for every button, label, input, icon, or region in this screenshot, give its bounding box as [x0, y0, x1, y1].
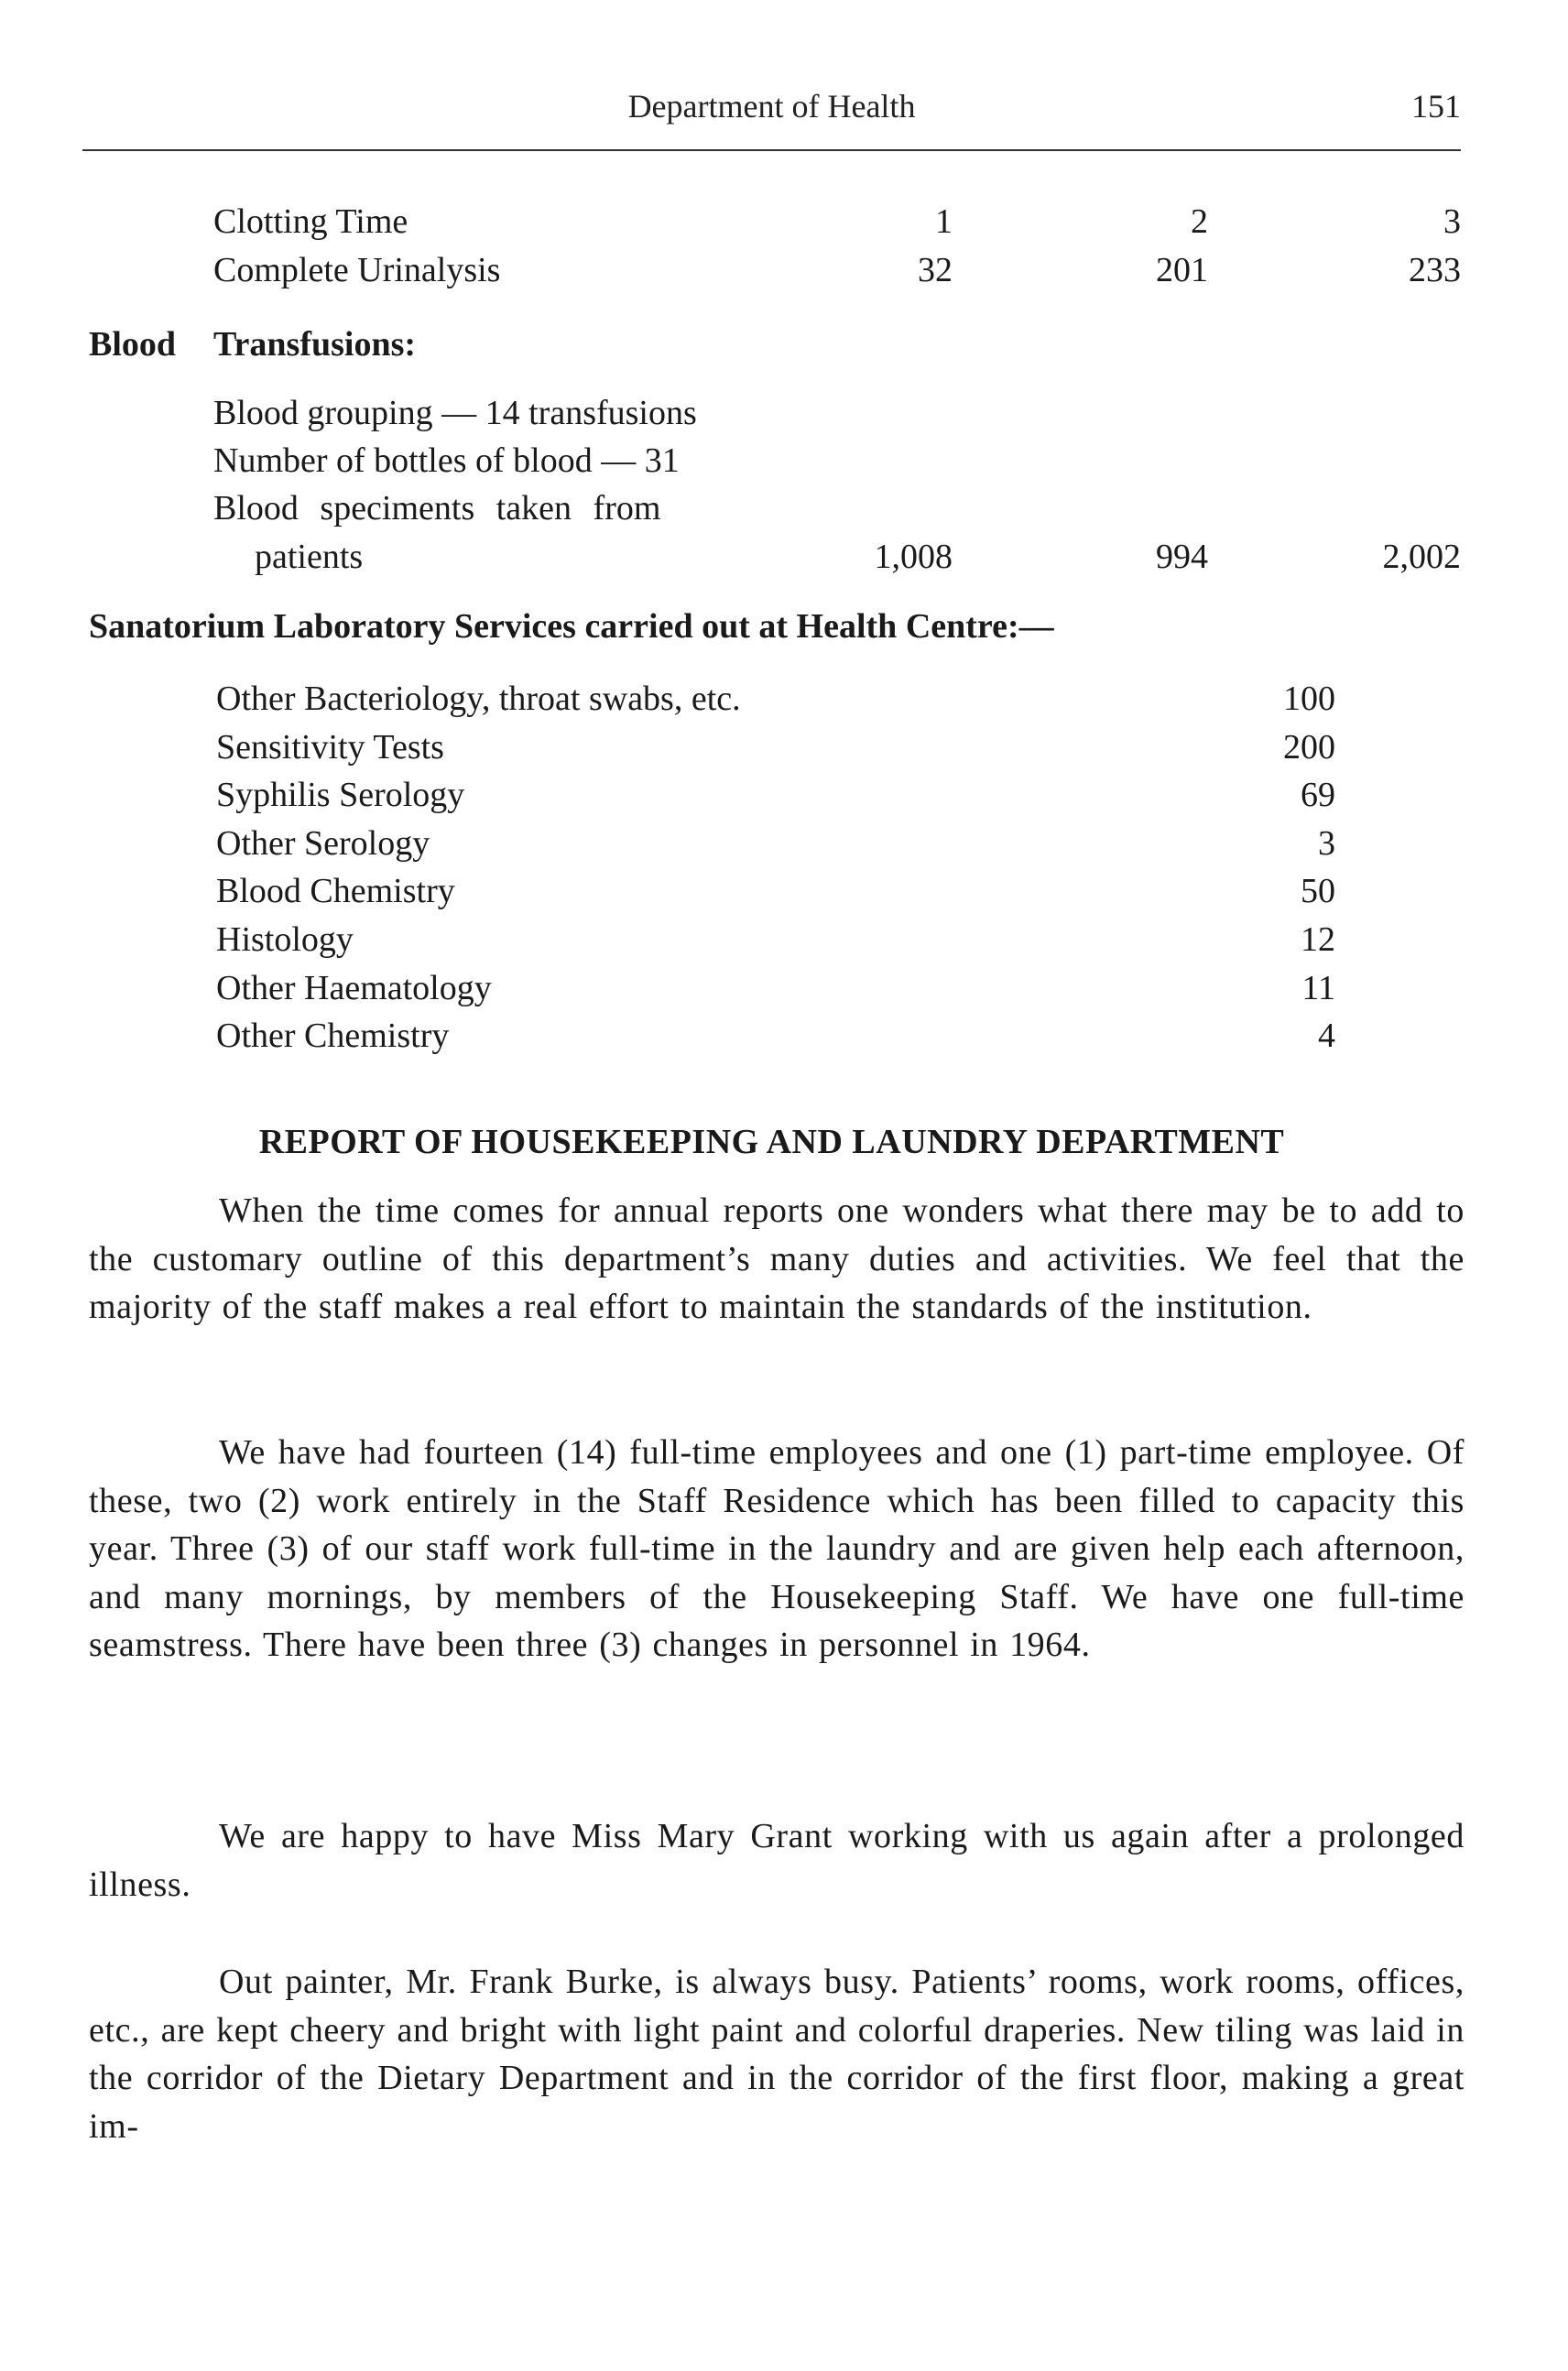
- sanatorium-row-label: Syphilis Serology: [216, 776, 465, 814]
- lab-row-col3: 3: [1443, 202, 1461, 241]
- report-paragraph: We are happy to have Miss Mary Grant working with us again after a prolonged illness.: [89, 1817, 1465, 1904]
- report-title: REPORT OF HOUSEKEEPING AND LAUNDRY DEPARTMENT: [258, 1123, 1285, 1161]
- sanatorium-row-label: Sensitivity Tests: [216, 728, 444, 767]
- running-header-title: Department of Health: [627, 88, 916, 125]
- sanatorium-row-label: Other Haematology: [216, 969, 492, 1007]
- blood-line: Number of bottles of blood — 31: [213, 441, 680, 480]
- sanatorium-row-value: 4: [1318, 1017, 1335, 1055]
- lab-row-col3: 233: [1409, 251, 1461, 289]
- lab-row-col2: 201: [1156, 251, 1208, 289]
- blood-last-label: patients: [255, 538, 364, 576]
- sanatorium-row-value: 200: [1283, 728, 1335, 767]
- blood-transfusions-heading: Transfusions:: [213, 325, 417, 364]
- sanatorium-row-value: 11: [1301, 969, 1335, 1007]
- sanatorium-row-value: 69: [1301, 776, 1335, 814]
- sanatorium-row-label: Other Bacteriology, throat swabs, etc.: [216, 680, 741, 718]
- blood-last-col3: 2,002: [1382, 538, 1461, 576]
- header-rule: [82, 149, 1461, 151]
- report-paragraph: Out painter, Mr. Frank Burke, is always busy. Patients’ rooms, work rooms, offices, etc., are kept cheery and bright with light paint and colorful draperies. New tiling was laid in the corridor of the Dietary Department and in the corridor of the first floor, making a great im-: [89, 1963, 1465, 2146]
- page-number: 151: [1411, 88, 1461, 125]
- report-paragraph: We have had fourteen (14) full-time employees and one (1) part-time employee. Of these, two (2) work entirely in the Staff Residence which has been filled to capacity this year. Three (3) of our staff work full-time in the laundry and are given help each afternoon, and many mornings, by members of the Housekeeping Staff. We have one full-time seamstress. There have been three (3) changes in personnel in 1964.: [89, 1433, 1465, 1664]
- lab-row-label: Complete Urinalysis: [213, 251, 501, 289]
- sanatorium-row-label: Blood Chemistry: [216, 872, 455, 910]
- sanatorium-row-label: Histology: [216, 920, 354, 959]
- lab-row-col2: 2: [1191, 202, 1208, 241]
- report-paragraph: When the time comes for annual reports one wonders what there may be to add to the customary outline of this department’s many duties and activities. We feel that the majority of the staff makes a real effort to maintain the standards of the institution.: [89, 1191, 1465, 1326]
- sanatorium-row-value: 100: [1283, 680, 1335, 718]
- lab-row-col1: 1: [935, 202, 953, 241]
- lab-row-label: Clotting Time: [213, 202, 408, 241]
- sanatorium-heading: Sanatorium Laboratory Services carried out at Health Centre:—: [89, 607, 1054, 646]
- sanatorium-row-value: 3: [1318, 824, 1335, 863]
- blood-line: Blood speciments taken from: [213, 489, 661, 527]
- lab-row-col1: 32: [918, 251, 953, 289]
- blood-line: Blood grouping — 14 transfusions: [213, 394, 697, 432]
- blood-last-col1: 1,008: [874, 538, 953, 576]
- blood-last-col2: 994: [1156, 538, 1208, 576]
- running-header: [82, 87, 1461, 142]
- sanatorium-row-value: 12: [1301, 920, 1335, 959]
- sanatorium-row-label: Other Chemistry: [216, 1017, 450, 1055]
- sanatorium-row-value: 50: [1301, 872, 1335, 910]
- blood-heading-prefix: Blood: [89, 325, 177, 364]
- sanatorium-row-label: Other Serology: [216, 824, 430, 863]
